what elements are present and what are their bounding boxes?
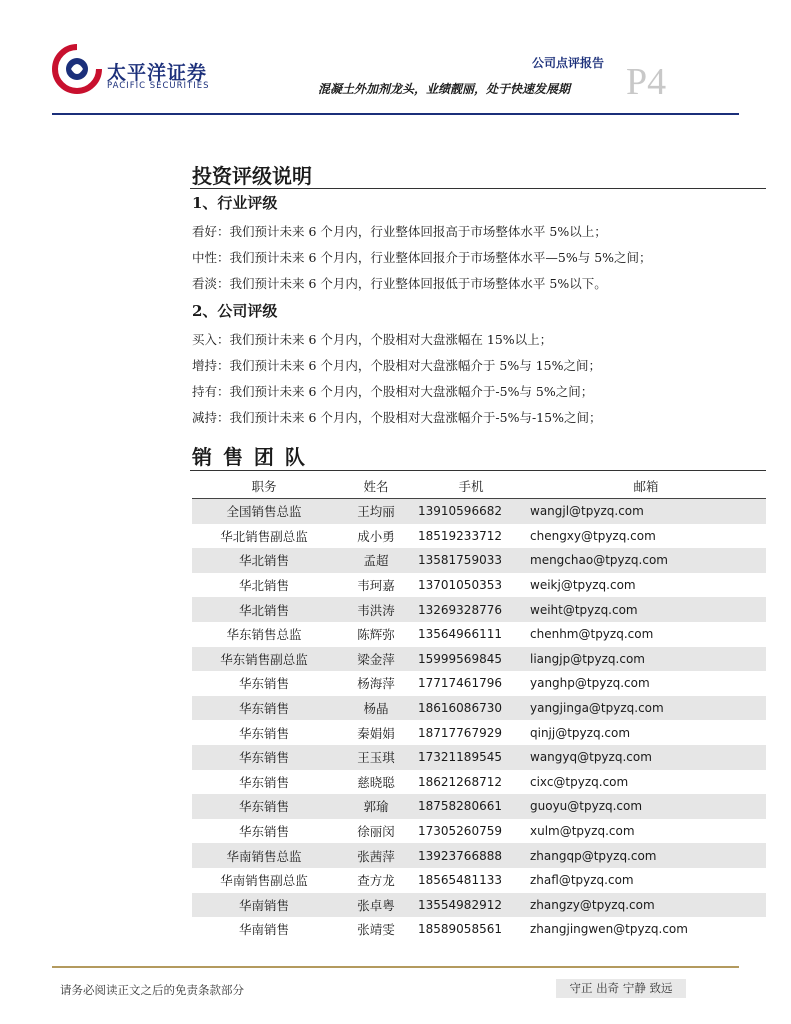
- phone-cell: 18758280661: [416, 794, 526, 819]
- position-cell: 华北销售: [192, 548, 336, 573]
- industry-rating-title: 1、行业评级: [192, 194, 278, 212]
- company-rating-title: 2、公司评级: [192, 302, 278, 320]
- table-header-row: [192, 474, 766, 499]
- position-cell: 华东销售: [192, 745, 336, 770]
- name-cell: 杨海萍: [357, 676, 395, 692]
- column-header: 职务: [192, 474, 336, 499]
- industry-rating-line: 看好：我们预计未来 6 个月内，行业整体回报高于市场整体水平 5%以上；: [192, 224, 607, 239]
- position-cell: 华南销售副总监: [220, 873, 308, 889]
- name-cell: 梁金萍: [336, 647, 416, 672]
- sales-team-table: [192, 474, 766, 942]
- table-row: [192, 720, 766, 745]
- email-cell: zhangzy@tpyzq.com: [526, 893, 766, 918]
- position-cell: 华东销售副总监: [192, 647, 336, 672]
- name-cell: 王玉琪: [336, 745, 416, 770]
- position-cell: 华东销售: [238, 725, 289, 741]
- name-cell: 张茜萍: [336, 843, 416, 868]
- email-cell: mengchao@tpyzq.com: [526, 548, 766, 573]
- phone-cell: 18565481133: [418, 873, 502, 888]
- table-row: [192, 868, 766, 893]
- phone-cell: 18717767929: [418, 725, 502, 740]
- table-row: [192, 573, 766, 598]
- footer-disclaimer: 请务必阅读正文之后的免责条款部分: [60, 983, 244, 997]
- header-divider: [52, 113, 739, 115]
- phone-cell: 18519233712: [418, 528, 502, 543]
- email-cell: xulm@tpyzq.com: [530, 824, 635, 839]
- position-cell: 华东销售总监: [226, 627, 302, 643]
- name-cell: 徐丽闵: [357, 824, 395, 840]
- email-cell: yangjinga@tpyzq.com: [526, 696, 766, 721]
- phone-cell: 17305260759: [418, 824, 502, 839]
- position-cell: 华北销售: [192, 597, 336, 622]
- name-cell: 成小勇: [357, 528, 395, 544]
- phone-cell: 13564966111: [418, 627, 502, 642]
- name-cell: 王均丽: [336, 499, 416, 524]
- email-cell: zhangjingwen@tpyzq.com: [530, 922, 688, 937]
- name-cell: 陈辉弥: [357, 627, 395, 643]
- company-rating-line: 增持：我们预计未来 6 个月内，个股相对大盘涨幅介于 5%与 15%之间；: [192, 358, 601, 373]
- table-row: [192, 622, 766, 647]
- column-header: 邮箱: [526, 474, 766, 499]
- position-cell: 华东销售: [238, 824, 289, 840]
- position-cell: 华南销售: [238, 922, 289, 938]
- name-cell: 韦珂嘉: [357, 578, 395, 594]
- brand-name-en: PACIFIC SECURITIES: [107, 81, 210, 91]
- footer-motto: 守正 出奇 宁静 致远: [556, 979, 686, 998]
- email-cell: wangyq@tpyzq.com: [526, 745, 766, 770]
- brand-name-cn: 太平洋证券: [107, 62, 208, 84]
- email-cell: chengxy@tpyzq.com: [530, 528, 656, 543]
- name-cell: 孟超: [336, 548, 416, 573]
- phone-cell: 13554982912: [416, 893, 526, 918]
- name-cell: 查方龙: [357, 873, 395, 889]
- table-row: [192, 548, 766, 573]
- position-cell: 华东销售: [192, 696, 336, 721]
- table-row: [192, 794, 766, 819]
- rating-title-rule: [190, 188, 766, 189]
- table-row: [192, 671, 766, 696]
- table-row: [192, 819, 766, 844]
- email-cell: cixc@tpyzq.com: [530, 774, 629, 789]
- email-cell: weikj@tpyzq.com: [530, 578, 636, 593]
- phone-cell: 18589058561: [418, 922, 502, 937]
- position-cell: 华北销售副总监: [220, 528, 308, 544]
- sales-title-rule: [190, 470, 766, 471]
- table-row: [192, 893, 766, 918]
- company-rating-line: 持有：我们预计未来 6 个月内，个股相对大盘涨幅介于-5%与 5%之间；: [192, 384, 594, 399]
- table-row: [192, 770, 766, 795]
- position-cell: 华东销售: [238, 774, 289, 790]
- industry-rating-line: 看淡：我们预计未来 6 个月内，行业整体回报低于市场整体水平 5%以下。: [192, 276, 607, 291]
- table-row: [192, 843, 766, 868]
- phone-cell: 18621268712: [418, 774, 502, 789]
- position-cell: 华东销售: [238, 676, 289, 692]
- email-cell: yanghp@tpyzq.com: [530, 676, 650, 691]
- email-cell: guoyu@tpyzq.com: [526, 794, 766, 819]
- phone-cell: 18616086730: [416, 696, 526, 721]
- name-cell: 杨晶: [336, 696, 416, 721]
- table-row: [192, 647, 766, 672]
- table-row: [192, 524, 766, 549]
- position-cell: 华南销售总监: [192, 843, 336, 868]
- phone-cell: 13581759033: [416, 548, 526, 573]
- table-row: [192, 917, 766, 942]
- column-header: 姓名: [336, 474, 416, 499]
- table-row: [192, 696, 766, 721]
- column-header: 手机: [416, 474, 526, 499]
- phone-cell: 13701050353: [418, 578, 502, 593]
- position-cell: 华东销售: [192, 794, 336, 819]
- position-cell: 华南销售: [192, 893, 336, 918]
- phone-cell: 17717461796: [418, 676, 502, 691]
- name-cell: 慈晓聪: [357, 774, 395, 790]
- report-type: 公司点评报告: [532, 56, 605, 70]
- company-rating-line: 买入：我们预计未来 6 个月内，个股相对大盘涨幅在 15%以上；: [192, 332, 553, 347]
- name-cell: 秦娟娟: [357, 725, 395, 741]
- name-cell: 张卓粤: [336, 893, 416, 918]
- page-number: P4: [626, 61, 667, 103]
- company-rating-line: 减持：我们预计未来 6 个月内，个股相对大盘涨幅介于-5%与-15%之间；: [192, 410, 602, 425]
- name-cell: 郭瑜: [336, 794, 416, 819]
- phone-cell: 15999569845: [416, 647, 526, 672]
- company-logo-icon: [52, 44, 102, 94]
- email-cell: chenhm@tpyzq.com: [530, 627, 654, 642]
- sales-section-title: 销 售 团 队: [192, 445, 307, 469]
- phone-cell: 13269328776: [416, 597, 526, 622]
- phone-cell: 13910596682: [416, 499, 526, 524]
- email-cell: wangjl@tpyzq.com: [526, 499, 766, 524]
- report-title: 混凝土外加剂龙头，业绩靓丽，处于快速发展期: [318, 82, 571, 96]
- phone-cell: 13923766888: [416, 843, 526, 868]
- name-cell: 张靖雯: [357, 922, 395, 938]
- email-cell: weiht@tpyzq.com: [526, 597, 766, 622]
- industry-rating-line: 中性：我们预计未来 6 个月内，行业整体回报介于市场整体水平—5%与 5%之间；: [192, 250, 652, 265]
- footer-divider: [52, 966, 739, 968]
- table-row: [192, 499, 766, 524]
- phone-cell: 17321189545: [416, 745, 526, 770]
- table-row: [192, 597, 766, 622]
- name-cell: 韦洪涛: [336, 597, 416, 622]
- position-cell: 华北销售: [238, 578, 289, 594]
- table-row: [192, 745, 766, 770]
- rating-section-title: 投资评级说明: [192, 164, 312, 188]
- email-cell: zhangqp@tpyzq.com: [526, 843, 766, 868]
- email-cell: liangjp@tpyzq.com: [526, 647, 766, 672]
- sales-table-body: [192, 499, 766, 942]
- position-cell: 全国销售总监: [192, 499, 336, 524]
- email-cell: qinjj@tpyzq.com: [530, 725, 631, 740]
- email-cell: zhafl@tpyzq.com: [530, 873, 634, 888]
